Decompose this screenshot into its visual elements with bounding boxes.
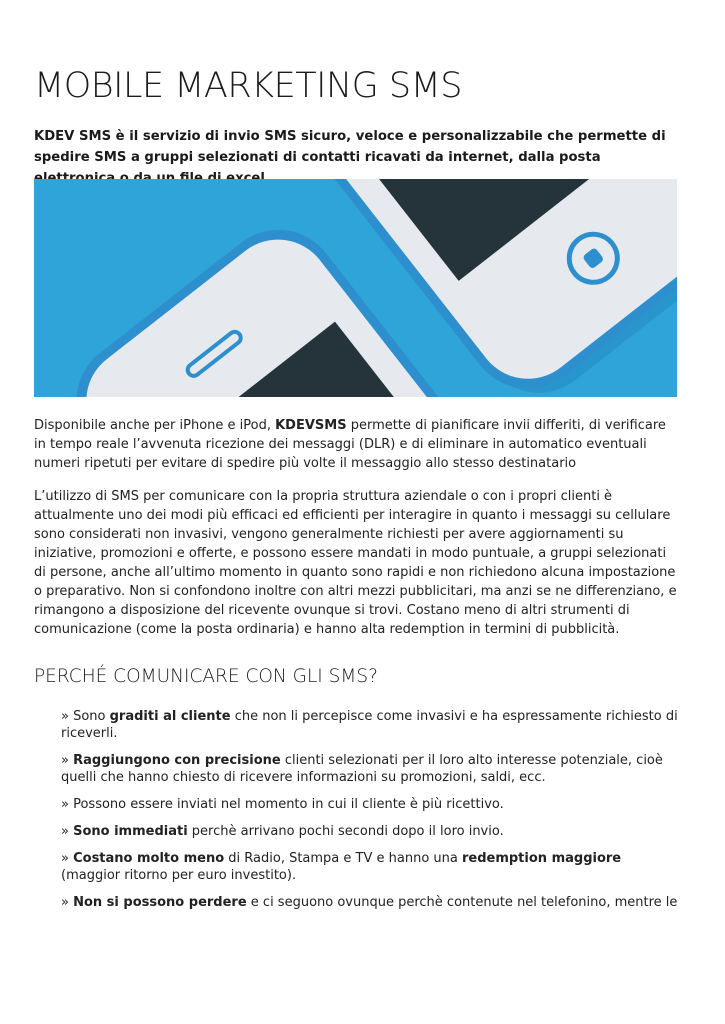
list-item-text: (maggior ritorno per euro investito). <box>61 868 297 883</box>
list-item-bold: redemption maggiore <box>461 851 622 866</box>
list-item-text: di Radio, Stampa e TV e hanno una <box>224 851 462 866</box>
list-item-text: » <box>61 753 74 768</box>
list-item <box>61 823 680 840</box>
list-item <box>61 752 680 786</box>
list-item <box>61 850 680 884</box>
section-heading: PERCHÉ COMUNICARE CON GLI SMS? <box>34 666 378 687</box>
paragraph-availability <box>34 416 680 473</box>
paragraph-benefits-overview: L’utilizzo di SMS per comunicare con la propria struttura aziendale o con i propri clienti è attualmente uno dei modi più efficaci ed efficienti per interagire in quanto i messaggi su cellulare sono considerati non invasivi, vengono generalmente richiesti per avere aggiornamenti su iniziative, promozioni e offerte, e possono essere mandati in modo puntuale, a gruppi selezionati di persone, anche all’ultimo momento in quanto sono rapidi e non richiedono alcuna impostazione o preparativo. Non si confondono inoltre con altri mezzi pubblicitari, ma anzi se ne differenziano, e rimangono a disposizione del ricevente ovunque si trovi. Costano meno di altri strumenti di comunicazione (come la posta ordinaria) e hanno alta redemption in termini di pubblicità. <box>34 489 677 637</box>
list-item-text: » <box>61 851 74 866</box>
list-item <box>61 796 680 813</box>
hero-image-smartphones <box>34 179 677 397</box>
paragraph1-text-a: Disponibile anche per iPhone e iPod, <box>34 418 276 433</box>
list-item-bold: Non si possono perdere <box>73 895 247 910</box>
page-title: MOBILE MARKETING SMS <box>34 66 463 106</box>
paragraph1-text-c: permette di pianificare invii differiti, di verificare in tempo reale l’avvenuta ricezione dei messaggi (DLR) e di eliminare in automatico eventuali numeri ripetuti per evitare di spedire più volte il messaggio allo stesso destinatario <box>34 418 666 471</box>
list-item <box>61 708 680 742</box>
list-item-bold: graditi al cliente <box>109 709 231 724</box>
list-item-text: perchè arrivano pochi secondi dopo il loro invio. <box>187 824 504 839</box>
list-item-bold: Raggiungono con precisione <box>73 753 281 768</box>
list-item-text: clienti selezionati per il loro alto interesse potenziale, cioè quelli che hanno chiesto di ricevere informazioni su promozioni, saldi, ecc. <box>61 753 663 785</box>
list-item-text: » <box>61 824 74 839</box>
paragraph1-brand: KDEVSMS <box>275 418 347 433</box>
list-item-text: » Sono <box>61 709 110 724</box>
list-item <box>61 894 680 911</box>
list-item-text: » <box>61 895 74 910</box>
list-item-text: » Possono essere inviati nel momento in cui il cliente è più ricettivo. <box>61 797 504 812</box>
intro-bold-text: KDEV SMS è il servizio di invio SMS sicuro, veloce e personalizzabile che permette di spedire SMS a gruppi selezionati di contatti ricavati da internet, dalla posta <box>34 129 666 165</box>
list-item-bold: Sono immediati <box>73 824 188 839</box>
list-item-text: e ci seguono ovunque perchè contenute nel telefonino, mentre le <box>246 895 678 910</box>
list-item-bold: Costano molto meno <box>73 851 225 866</box>
smartphones-illustration <box>34 179 677 397</box>
benefits-list <box>61 708 680 921</box>
list-item-text: che non li percepisce come invasivi e ha espressamente richiesto di riceverli. <box>61 709 678 741</box>
